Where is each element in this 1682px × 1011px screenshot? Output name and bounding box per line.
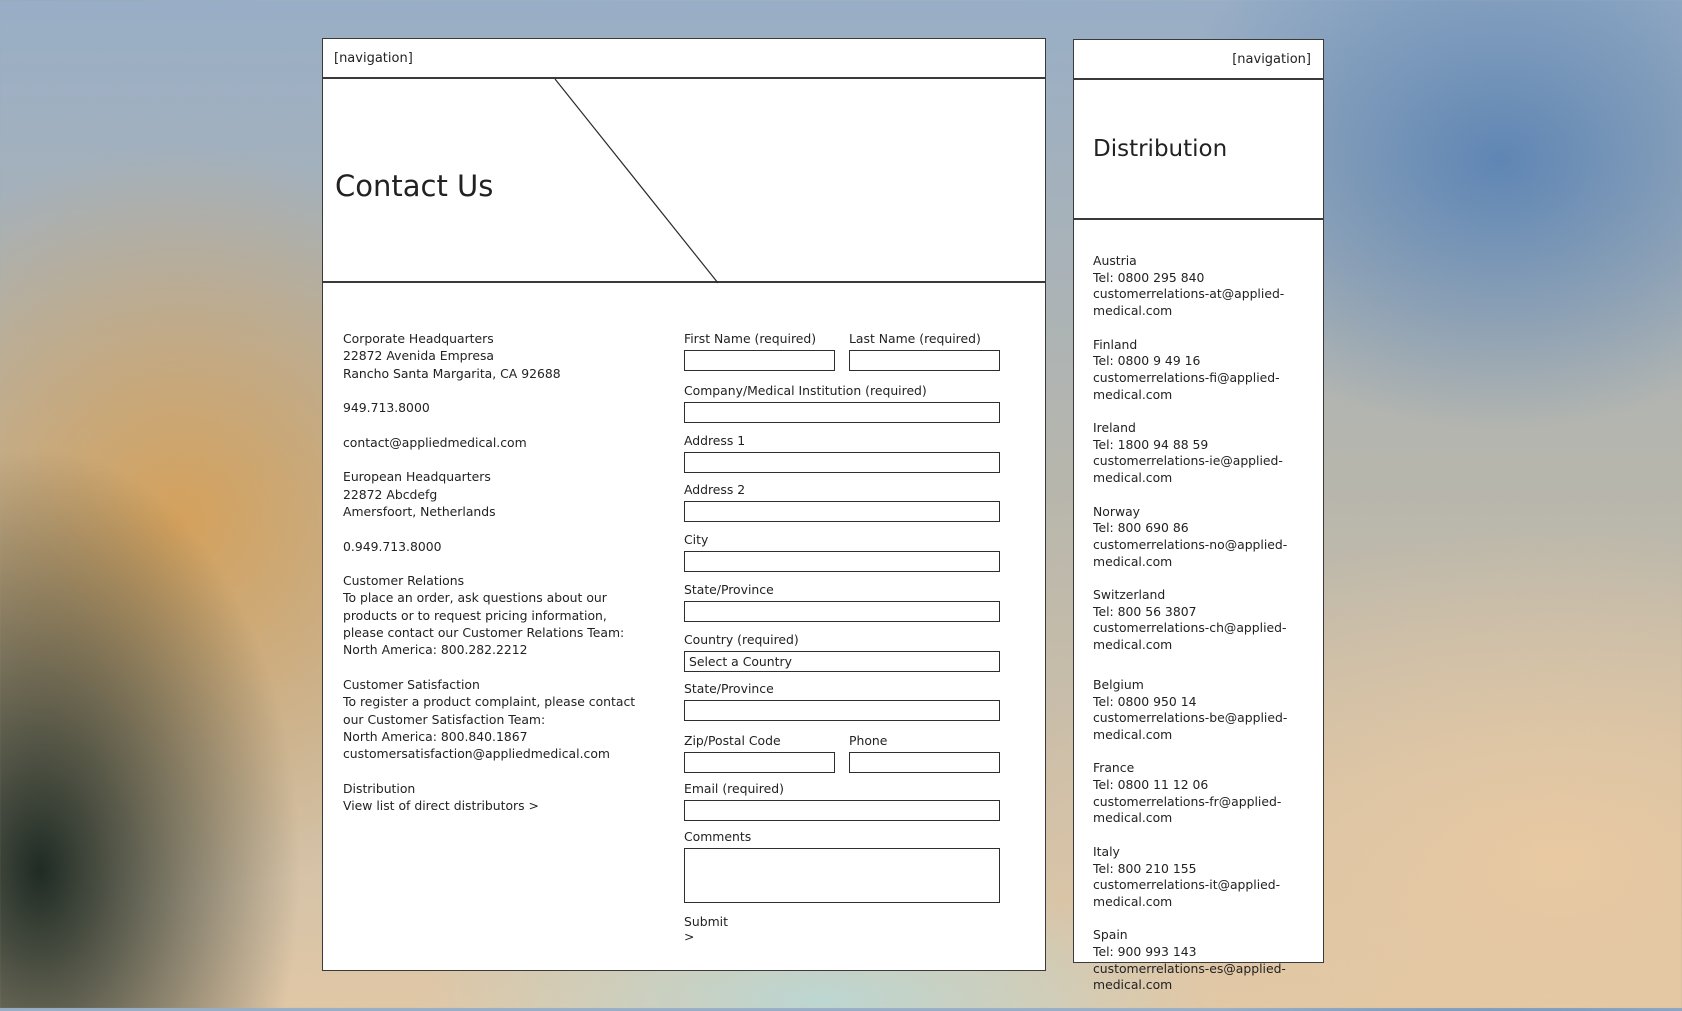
distributor-email[interactable]: customerrelations-fr@applied- [1093,793,1282,809]
distributor-country: France [1093,760,1135,776]
side-navigation-label: [navigation] [1232,52,1311,67]
distributor-email[interactable]: customerrelations-es@applied- [1093,960,1286,976]
address1-label: Address 1 [684,433,746,448]
distribution-page-panel [1073,39,1324,993]
corporate-email: contact@appliedmedical.com [343,434,527,450]
corporate-headquarters [343,330,643,382]
customer-satisfaction-phone: North America: 800.840.1867 [343,728,528,744]
company-label: Company/Medical Institution (required) [684,383,927,398]
corporate-email-block [343,434,643,451]
european-city: Amersfoort, Netherlands [343,503,496,519]
zip-input[interactable] [684,752,835,773]
distributor-item [1093,504,1318,571]
distributor-tel: Tel: 0800 295 840 [1093,269,1205,285]
corporate-phone-block [343,399,643,416]
distributor-email-domain[interactable]: medical.com [1093,977,1173,993]
distributor-list [1093,253,1318,1011]
address2-label: Address 2 [684,482,746,497]
company-input[interactable] [684,402,1000,423]
distributor-country: Italy [1093,843,1120,859]
distributor-item [1093,844,1318,911]
distributor-email[interactable]: customerrelations-it@applied- [1093,877,1281,893]
last-name-label: Last Name (required) [849,331,981,346]
distributor-tel: Tel: 0800 950 14 [1093,693,1197,709]
main-navigation-bar[interactable] [323,39,1045,79]
customer-relations [343,572,643,658]
distributor-email[interactable]: customerrelations-ie@applied- [1093,453,1283,469]
distributor-tel: Tel: 0800 9 49 16 [1093,353,1201,369]
distributor-country: Norway [1093,503,1141,519]
distribution-block [343,780,643,815]
distributor-item [1093,337,1318,404]
distributor-email-domain[interactable]: medical.com [1093,810,1173,826]
first-name-label: First Name (required) [684,331,817,346]
city-input[interactable] [684,551,1000,572]
distributor-tel: Tel: 0800 11 12 06 [1093,777,1209,793]
customer-satisfaction-heading: Customer Satisfaction [343,676,480,692]
distributor-country: Finland [1093,336,1138,352]
distributor-country: Belgium [1093,676,1144,692]
address1-input[interactable] [684,452,1000,473]
distributor-item [1093,420,1318,487]
distribution-header [1074,80,1323,220]
distributor-email[interactable]: customerrelations-ch@applied- [1093,620,1287,636]
european-phone-block [343,538,643,555]
european-heading: European Headquarters [343,469,491,485]
hero-diagonal-line [555,79,718,283]
distributor-email-domain[interactable]: medical.com [1093,726,1173,742]
distributor-email-domain[interactable]: medical.com [1093,470,1173,486]
distributor-item [1093,587,1318,654]
distributor-item [1093,760,1318,827]
corporate-heading: Corporate Headquarters [343,331,494,346]
comments-label: Comments [684,829,752,844]
customer-relations-text: To place an order, ask questions about our [343,590,607,606]
european-street: 22872 Abcdefg [343,486,438,502]
distributor-email-domain[interactable]: medical.com [1093,386,1173,402]
distributor-email-domain[interactable]: medical.com [1093,303,1173,319]
customer-satisfaction-text: To register a product complaint, please contact [343,694,636,710]
hero-banner [323,79,1045,283]
european-headquarters [343,468,643,520]
distributor-tel: Tel: 800 210 155 [1093,860,1197,876]
distributor-country: Spain [1093,927,1128,943]
distributor-item [1093,253,1318,320]
customer-relations-text: products or to request pricing information, [343,607,607,623]
distributor-email-domain[interactable]: medical.com [1093,637,1173,653]
distributor-tel: Tel: 800 56 3807 [1093,603,1197,619]
corporate-city: Rancho Santa Margarita, CA 92688 [343,365,561,381]
email-label: Email (required) [684,781,784,796]
side-navigation-bar[interactable] [1074,40,1323,80]
zip-label: Zip/Postal Code [684,733,781,748]
phone-label: Phone [849,733,888,748]
last-name-input[interactable] [849,350,1000,371]
state-label: State/Province [684,582,774,597]
distributor-tel: Tel: 800 690 86 [1093,520,1189,536]
distribution-title: Distribution [1093,136,1228,162]
address2-input[interactable] [684,501,1000,522]
distributor-country: Ireland [1093,420,1136,435]
distributor-country: Austria [1093,253,1137,268]
phone-input[interactable] [849,752,1000,773]
page-title: Contact Us [335,169,494,203]
distributor-email[interactable]: customerrelations-no@applied- [1093,536,1288,552]
contact-page-panel [322,38,1046,971]
distributor-email-domain[interactable]: medical.com [1093,553,1173,569]
country-label: Country (required) [684,632,799,647]
distributor-country: Switzerland [1093,587,1166,602]
corporate-street: 22872 Avenida Empresa [343,348,495,364]
distributor-item [1093,927,1318,994]
state-input-2[interactable] [684,700,1000,721]
state-input[interactable] [684,601,1000,622]
distributor-item [1093,677,1318,744]
first-name-input[interactable] [684,350,835,371]
distributor-email[interactable]: customerrelations-at@applied- [1093,286,1285,302]
customer-relations-text: please contact our Customer Relations Team: [343,625,625,641]
country-select-value: Select a Country [689,654,792,669]
country-select[interactable] [684,651,1000,672]
distributor-tel: Tel: 900 993 143 [1093,944,1197,960]
distributor-email-domain[interactable]: medical.com [1093,893,1173,909]
customer-relations-phone: North America: 800.282.2212 [343,642,528,658]
view-distributors-link[interactable]: View list of direct distributors > [343,798,539,814]
distributor-tel: Tel: 1800 94 88 59 [1093,436,1209,452]
customer-satisfaction [343,676,643,762]
customer-satisfaction-text: our Customer Satisfaction Team: [343,711,546,727]
email-input[interactable] [684,800,1000,821]
distributor-email[interactable]: customerrelations-be@applied- [1093,710,1288,726]
customer-relations-heading: Customer Relations [343,573,465,589]
main-navigation-label: [navigation] [334,51,413,66]
corporate-phone: 949.713.8000 [343,400,430,416]
submit-button[interactable]: Submit > [684,914,728,944]
customer-satisfaction-email: customersatisfaction@appliedmedical.com [343,746,610,762]
comments-textarea[interactable] [684,848,1000,903]
city-label: City [684,532,709,547]
distribution-heading: Distribution [343,780,416,796]
state-label-2: State/Province [684,681,774,696]
distributor-email[interactable]: customerrelations-fi@applied- [1093,369,1280,385]
european-phone: 0.949.713.8000 [343,538,442,554]
contact-info [343,330,643,832]
